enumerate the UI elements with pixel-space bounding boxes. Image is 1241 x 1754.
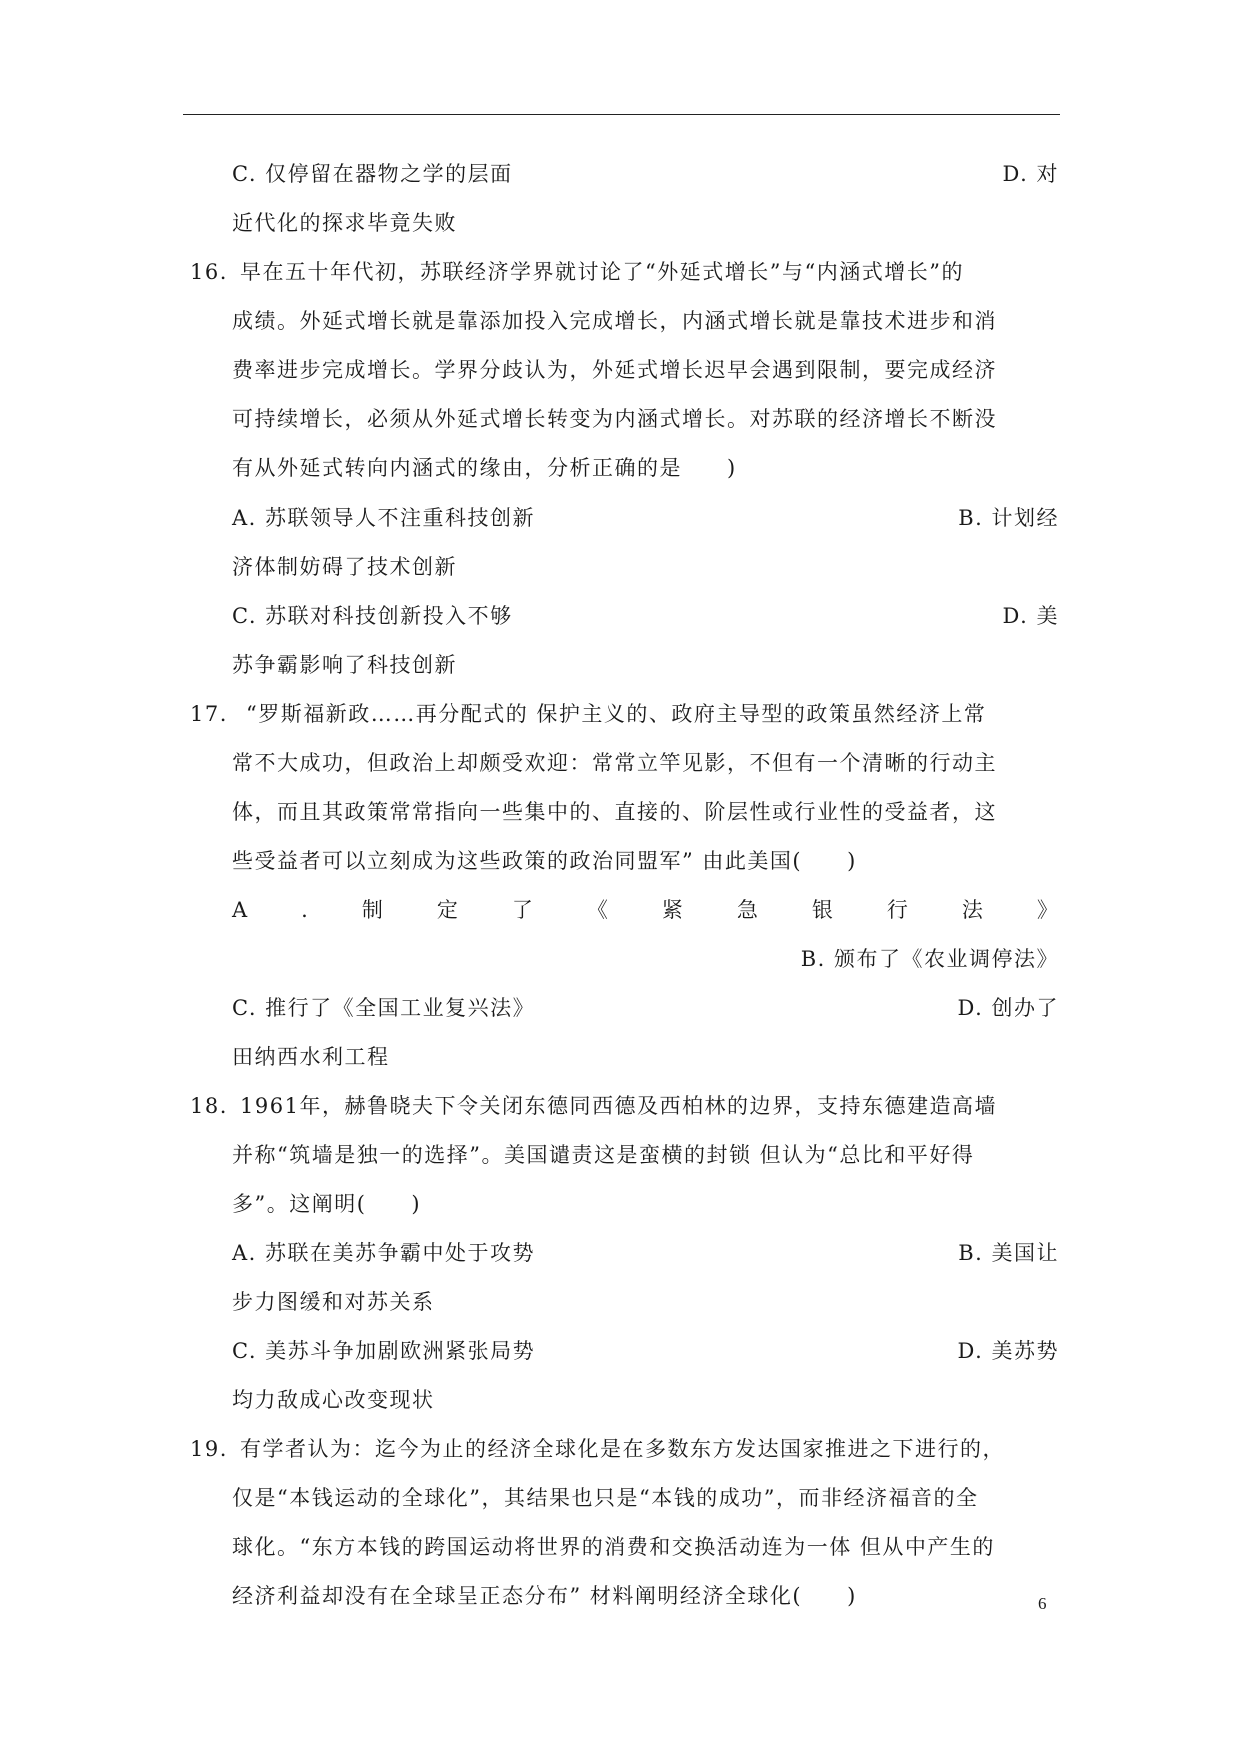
- q17-option-a-char: 紧: [661, 898, 683, 922]
- q16-option-c: C. 苏联对科技创新投入不够: [232, 604, 513, 628]
- q17-option-a-char: 了: [511, 898, 533, 922]
- q17-option-c: C. 推行了《全国工业复兴法》: [232, 996, 536, 1020]
- q19-stem-line-3: 球化。“东方本钱的跨国运动将世界的消费和交换活动连为一体 但从中产生的: [232, 1535, 995, 1559]
- q17-option-a-char: 法: [961, 898, 983, 922]
- q17-number: 17.: [190, 702, 228, 726]
- q18-option-b-tail: 步力图缓和对苏关系: [232, 1290, 435, 1314]
- q16-stem-line-5: 有从外延式转向内涵式的缘由，分析正确的是 ): [232, 456, 737, 480]
- q19-stem-line-4: 经济利益却没有在全球呈正态分布” 材料阐明经济全球化( ): [232, 1584, 857, 1608]
- q16-option-b-tail: 济体制妨碍了技术创新: [232, 555, 457, 579]
- q18-option-d-tail: 均力敌成心改变现状: [232, 1388, 435, 1412]
- q17-stem-line-4: 些受益者可以立刻成为这些政策的政治同盟军” 由此美国( ): [232, 849, 857, 873]
- q17-option-a-char: .: [301, 898, 308, 922]
- q16-option-b-head: B. 计划经: [958, 506, 1059, 530]
- q17-option-d-tail: 田纳西水利工程: [232, 1045, 390, 1069]
- q17-option-a-char: 行: [886, 898, 908, 922]
- q16-option-a: A. 苏联领导人不注重科技创新: [232, 506, 536, 530]
- q18-option-b-head: B. 美国让: [958, 1241, 1059, 1265]
- q17-option-d-head: D. 创办了: [957, 996, 1059, 1020]
- q17-option-a-char: 银: [811, 898, 833, 922]
- q17-stem-line-2: 常不大成功，但政治上却颇受欢迎：常常立竿见影，不但有一个清晰的行动主: [232, 751, 997, 775]
- q17-option-a-char: 急: [736, 898, 758, 922]
- q18-stem-line-3: 多”。这阐明( ): [232, 1192, 422, 1216]
- q15-option-d-head: D. 对: [1002, 162, 1059, 186]
- q19-stem-line-1: 有学者认为：迄今为止的经济全球化是在多数东方发达国家推进之下进行的，: [240, 1437, 1005, 1461]
- q16-stem-line-2: 成绩。外延式增长就是靠添加投入完成增长，内涵式增长就是靠技术进步和消: [232, 309, 997, 333]
- q15-option-d-tail: 近代化的探求毕竟失败: [232, 211, 457, 235]
- q19-stem-line-2: 仅是“本钱运动的全球化”，其结果也只是“本钱的成功”，而非经济福音的全: [232, 1486, 979, 1510]
- q17-stem-line-3: 体，而且其政策常常指向一些集中的、直接的、阶层性或行业性的受益者，这: [232, 800, 997, 824]
- q18-stem-line-2: 并称“筑墙是独一的选择”。美国谴责这是蛮横的封锁 但认为“总比和平好得: [232, 1143, 975, 1167]
- q17-option-b: B. 颁布了《农业调停法》: [800, 947, 1059, 971]
- header-rule: [183, 114, 1060, 115]
- q17-option-a-char: 定: [436, 898, 458, 922]
- q19-number: 19.: [190, 1437, 228, 1461]
- q15-option-c: C. 仅停留在器物之学的层面: [232, 162, 513, 186]
- q17-option-a: [232, 894, 1058, 926]
- q17-option-a-char: 《: [586, 898, 608, 922]
- q16-stem-line-3: 费率进步完成增长。学界分歧认为，外延式增长迟早会遇到限制，要完成经济: [232, 358, 997, 382]
- page-number: 6: [1038, 1594, 1047, 1613]
- q18-option-d-head: D. 美苏势: [957, 1339, 1059, 1363]
- q18-number: 18.: [190, 1094, 228, 1118]
- q17-option-a-char: 制: [361, 898, 383, 922]
- q16-stem-line-1: 早在五十年代初，苏联经济学界就讨论了“外延式增长”与“内涵式增长”的: [240, 260, 964, 284]
- q16-stem-line-4: 可持续增长，必须从外延式增长转变为内涵式增长。对苏联的经济增长不断没: [232, 407, 997, 431]
- q16-number: 16.: [190, 260, 228, 284]
- q18-stem-line-1: 1961年，赫鲁晓夫下令关闭东德同西德及西柏林的边界，支持东德建造高墙: [240, 1094, 997, 1118]
- q17-stem-line-1: “罗斯福新政……再分配式的 保护主义的、政府主导型的政策虽然经济上常: [246, 702, 987, 726]
- q18-option-c: C. 美苏斗争加剧欧洲紧张局势: [232, 1339, 536, 1363]
- q16-option-d-tail: 苏争霸影响了科技创新: [232, 653, 457, 677]
- q16-option-d-head: D. 美: [1002, 604, 1059, 628]
- q18-option-a: A. 苏联在美苏争霸中处于攻势: [232, 1241, 536, 1265]
- q17-option-a-char: A: [232, 898, 248, 922]
- q17-option-a-char: 》: [1036, 898, 1058, 922]
